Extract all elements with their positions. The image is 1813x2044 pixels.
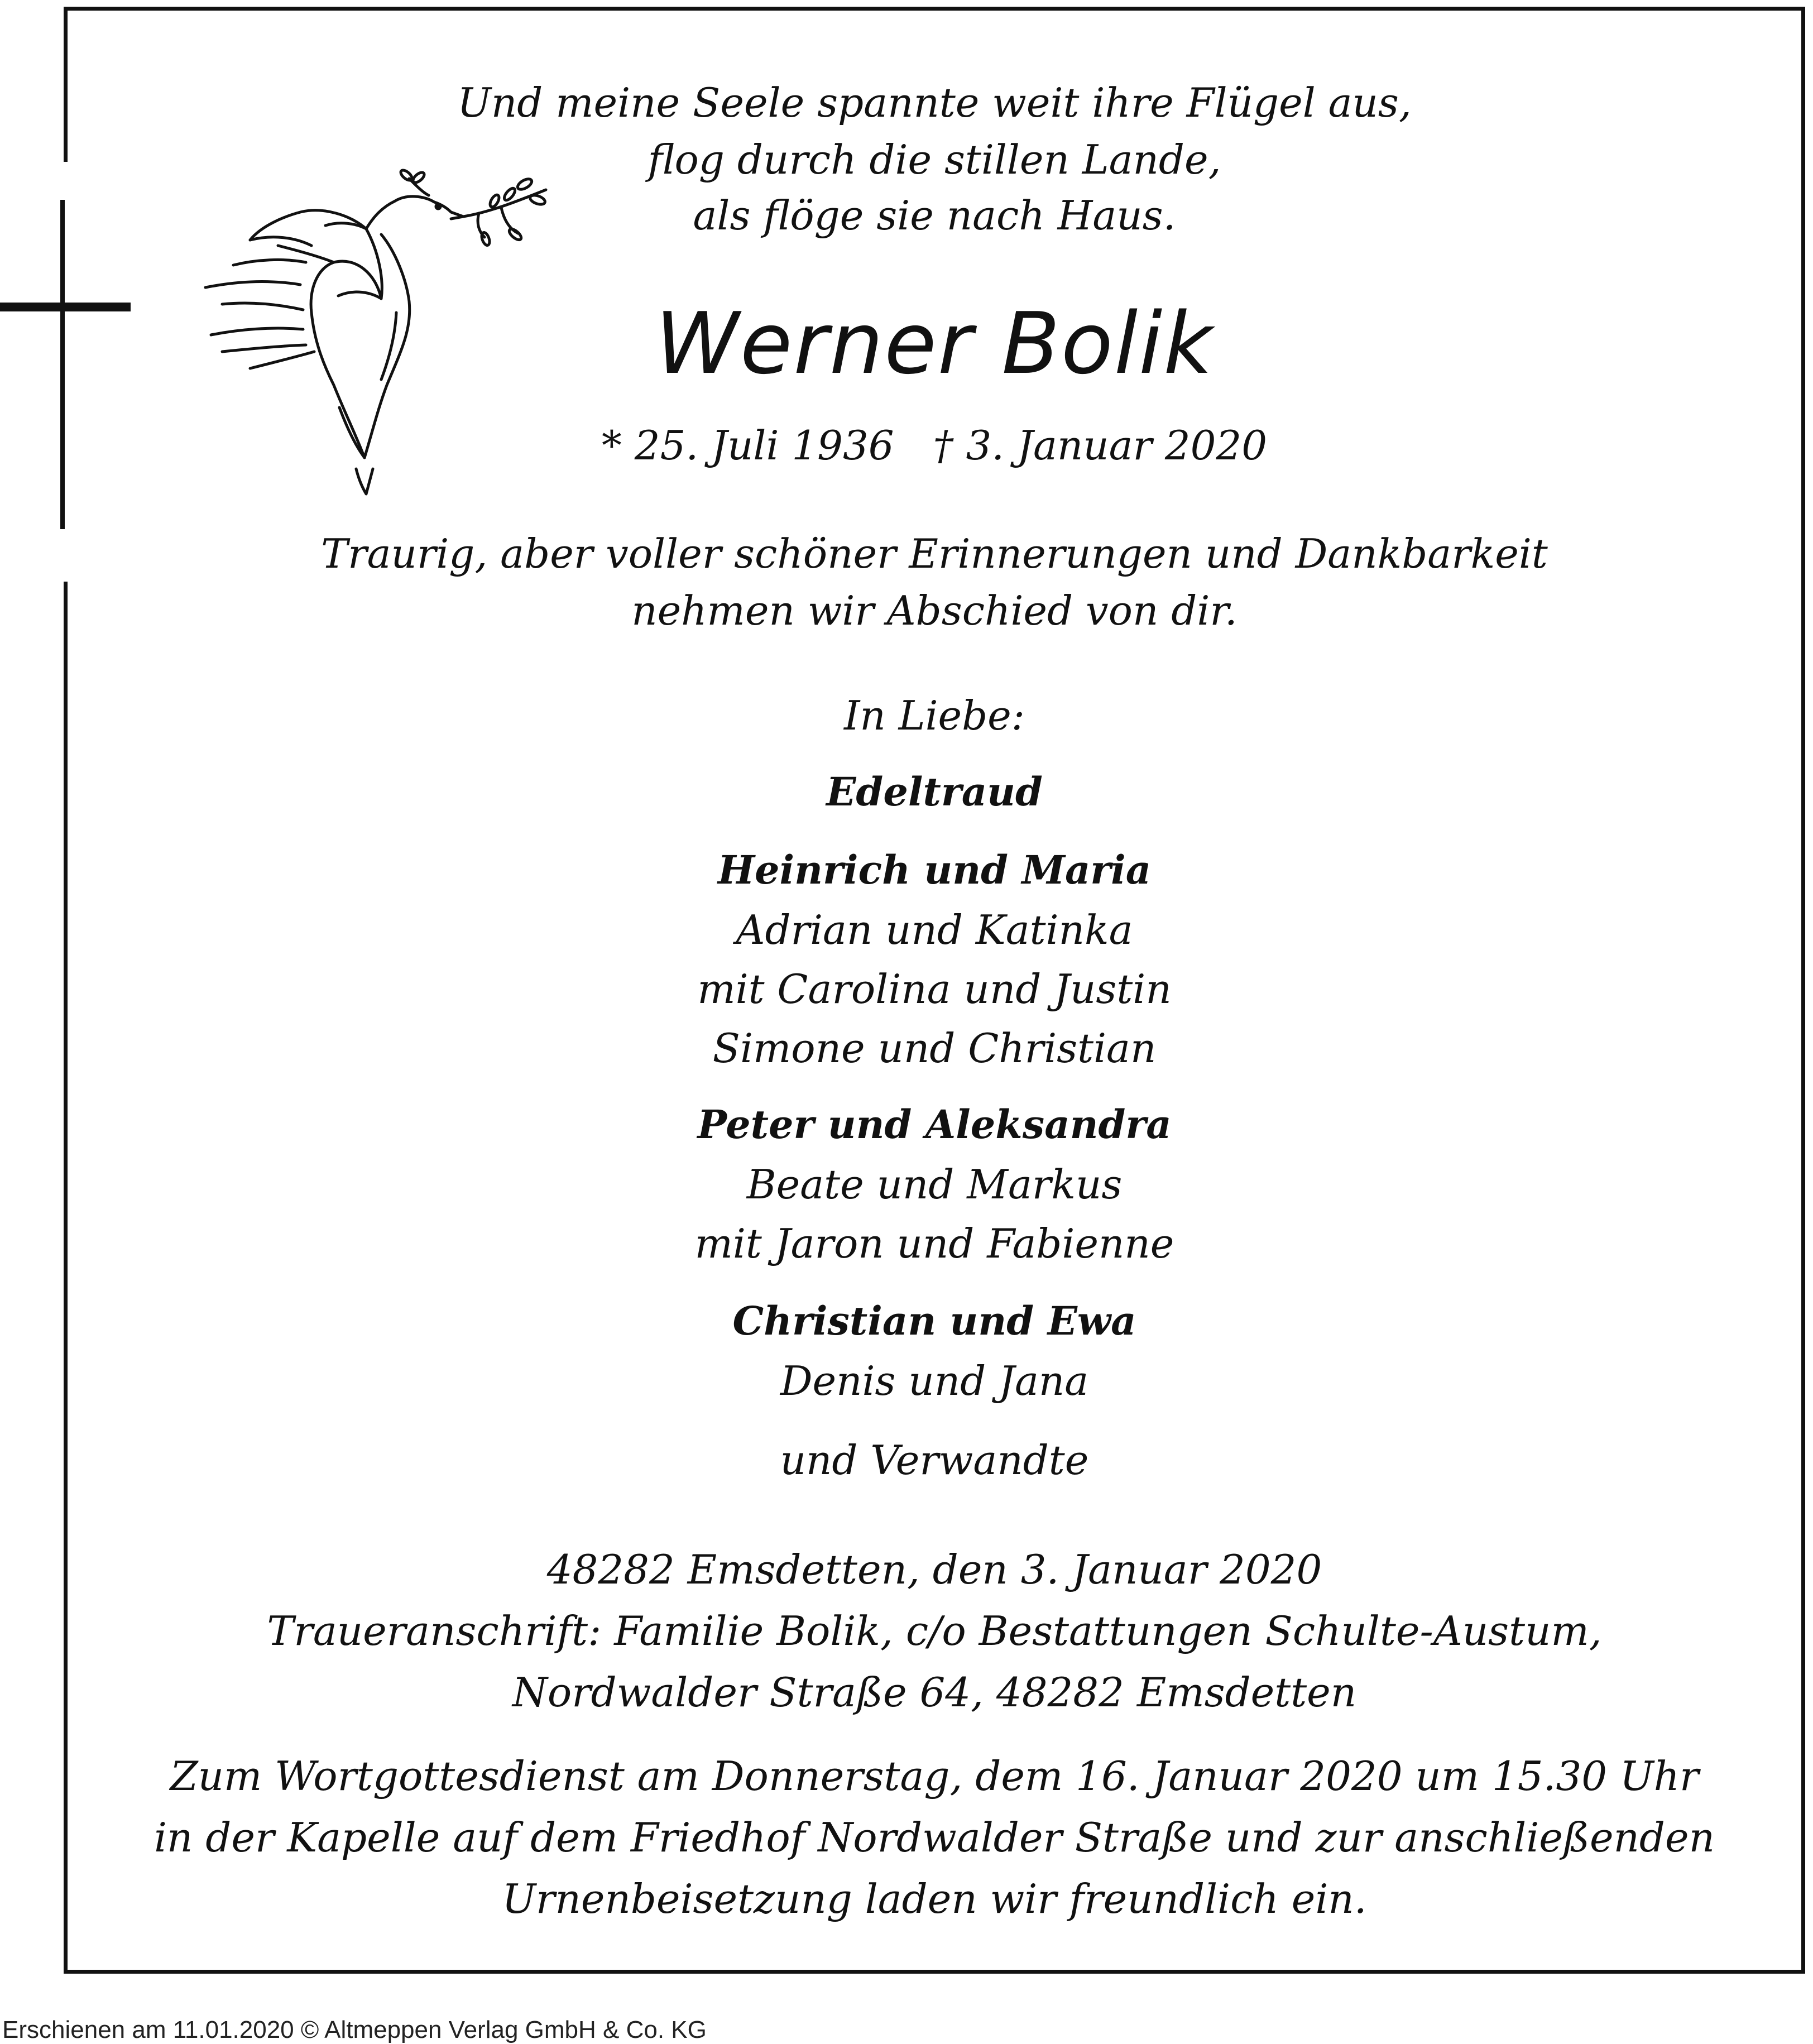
family-group-2-head: Peter und Aleksandra — [697, 1101, 1172, 1148]
family-group-3-line-1: Denis und Jana — [780, 1357, 1089, 1404]
life-dates — [64, 422, 1805, 469]
in-love-label: In Liebe: — [843, 692, 1025, 739]
family-group-3-head: Christian und Ewa — [732, 1298, 1136, 1344]
family-group-1-line-2: mit Carolina und Justin — [697, 966, 1172, 1013]
place-date: 48282 Emsdetten, den 3. Januar 2020 — [546, 1546, 1322, 1593]
family-group-2-line-2: mit Jaron und Fabienne — [694, 1220, 1174, 1267]
address-line-1: Traueranschrift: Familie Bolik, c/o Bestattungen Schulte-Austum, — [267, 1608, 1602, 1654]
service-line-3: Urnenbeisetzung laden wir freundlich ein. — [502, 1875, 1367, 1922]
deceased-name: Werner Bolik — [655, 294, 1214, 393]
address-line-2: Nordwalder Straße 64, 48282 Emsdetten — [512, 1669, 1357, 1716]
family-group-1-line-1: Adrian und Katinka — [736, 906, 1133, 953]
family-group-1-head: Heinrich und Maria — [717, 847, 1152, 893]
relatives-line: und Verwandte — [780, 1437, 1089, 1484]
family-group-2-line-1: Beate und Markus — [746, 1161, 1123, 1208]
publication-credit: Erschienen am 11.01.2020 © Altmeppen Verlag GmbH & Co. KG — [2, 2016, 707, 2043]
poem-line-2: flog durch die stillen Lande, — [648, 136, 1221, 183]
poem-line-3: als flöge sie nach Haus. — [693, 192, 1176, 239]
birth-date: * 25. Juli 1936 — [601, 422, 894, 469]
poem-line-1: Und meine Seele spannte weit ihre Flügel aus, — [457, 79, 1412, 126]
service-line-1: Zum Wortgottesdienst am Donnerstag, dem 16. Januar 2020 um 15.30 Uhr — [170, 1753, 1699, 1800]
spouse-name: Edeltraud — [826, 769, 1043, 815]
farewell-line-1: Traurig, aber voller schöner Erinnerungen und Dankbarkeit — [321, 530, 1548, 577]
service-line-2: in der Kapelle auf dem Friedhof Nordwalder Straße und zur anschließenden — [154, 1814, 1715, 1861]
family-group-1-line-3: Simone und Christian — [712, 1025, 1157, 1072]
farewell-line-2: nehmen wir Abschied von dir. — [631, 587, 1238, 634]
death-date: † 3. Januar 2020 — [933, 422, 1268, 469]
